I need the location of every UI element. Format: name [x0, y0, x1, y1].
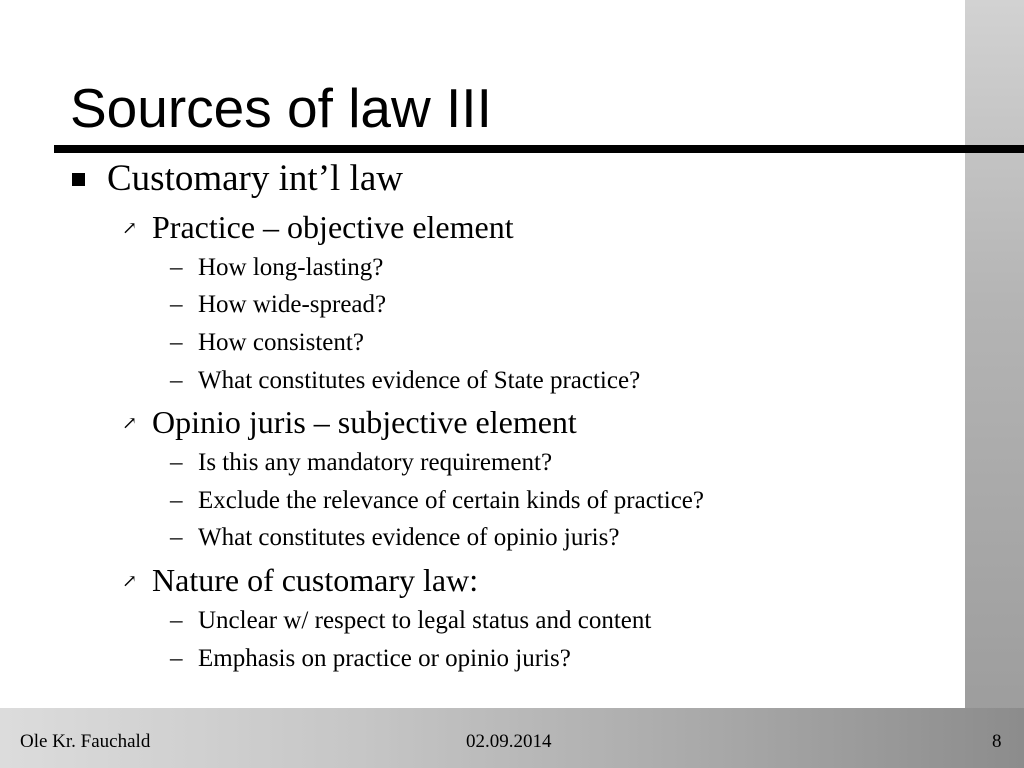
topic-item — [72, 157, 403, 201]
list-item-text: What constitutes evidence of State practice? — [198, 367, 641, 394]
list-item-text: How wide-spread? — [198, 291, 387, 318]
side-band — [965, 0, 1024, 768]
list-item — [170, 523, 619, 553]
dash-bullet: – — [170, 367, 183, 394]
footer-author: Ole Kr. Fauchald — [20, 731, 151, 752]
arrow-bullet-icon: ↗ — [122, 571, 138, 591]
list-item-text: How consistent? — [198, 329, 364, 356]
arrow-bullet-icon: ↗ — [122, 413, 138, 433]
topic-label: Customary int’l law — [107, 158, 403, 199]
dash-bullet: – — [170, 449, 183, 476]
dash-bullet: – — [170, 487, 183, 514]
section-heading — [122, 561, 478, 600]
list-item — [170, 606, 651, 636]
list-item-text: How long-lasting? — [198, 254, 384, 281]
section-heading-text: Opinio juris – subjective element — [152, 404, 577, 440]
section-heading-text: Practice – objective element — [152, 209, 514, 245]
list-item — [170, 290, 386, 320]
dash-bullet: – — [170, 524, 183, 551]
section-heading — [122, 403, 577, 442]
list-item — [170, 644, 571, 674]
list-item — [170, 366, 640, 396]
title-divider — [54, 145, 1024, 153]
dash-bullet: – — [170, 645, 183, 672]
section-heading-text: Nature of customary law: — [152, 562, 479, 598]
dash-bullet: – — [170, 329, 183, 356]
footer-date: 02.09.2014 — [466, 731, 552, 752]
list-item-text: Is this any mandatory requirement? — [198, 449, 553, 476]
dash-bullet: – — [170, 291, 183, 318]
list-item-text: Unclear w/ respect to legal status and content — [198, 607, 652, 634]
square-bullet-icon — [72, 173, 85, 186]
list-item-text: What constitutes evidence of opinio juris? — [198, 524, 620, 551]
list-item — [170, 253, 383, 283]
section-heading — [122, 208, 514, 247]
slide-title: Sources of law III — [70, 77, 492, 139]
dash-bullet: – — [170, 607, 183, 634]
footer-page-number: 8 — [992, 731, 1002, 752]
dash-bullet: – — [170, 254, 183, 281]
list-item — [170, 448, 552, 478]
arrow-bullet-icon: ↗ — [122, 218, 138, 238]
list-item-text: Exclude the relevance of certain kinds of practice? — [198, 487, 704, 514]
list-item — [170, 328, 364, 358]
list-item-text: Emphasis on practice or opinio juris? — [198, 645, 571, 672]
list-item — [170, 486, 704, 516]
